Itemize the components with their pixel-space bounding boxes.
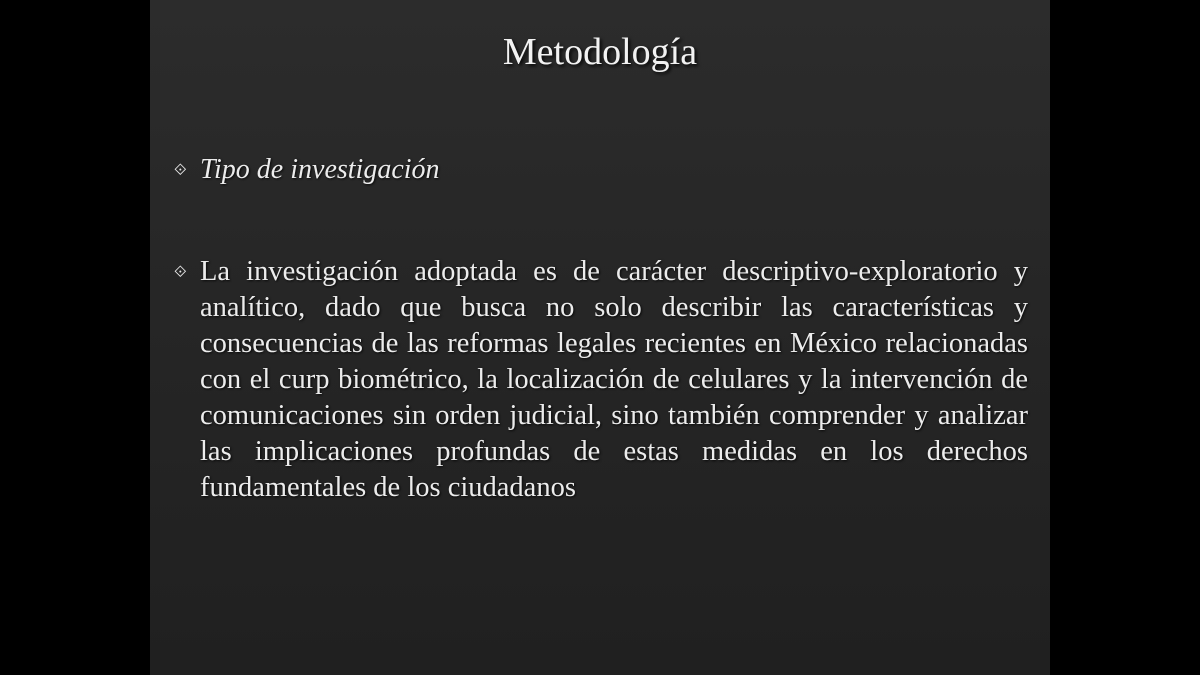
- bullet-item: [174, 151, 1029, 189]
- bullet-body-text: La investigación adoptada es de carácter descriptivo-exploratorio y analítico, dado que busca no solo describir las características y consecuencias de las reformas legales recientes en México relacionadas con el curp biométrico, la localización de celulares y la intervención de comunicaciones sin orden judicial, sino también comprender y analizar las implicaciones profundas de estas medidas en los derechos fundamentales de los ciudadanos: [200, 256, 1028, 503]
- bullet-item: [174, 254, 1029, 506]
- bullet-heading-text: Tipo de investigación: [200, 154, 440, 185]
- diamond-bullet-icon: ⟐: [174, 160, 187, 179]
- presentation-slide: [150, 0, 1050, 675]
- slide-title: Metodología: [502, 31, 698, 73]
- diamond-bullet-icon: ⟐: [174, 262, 187, 281]
